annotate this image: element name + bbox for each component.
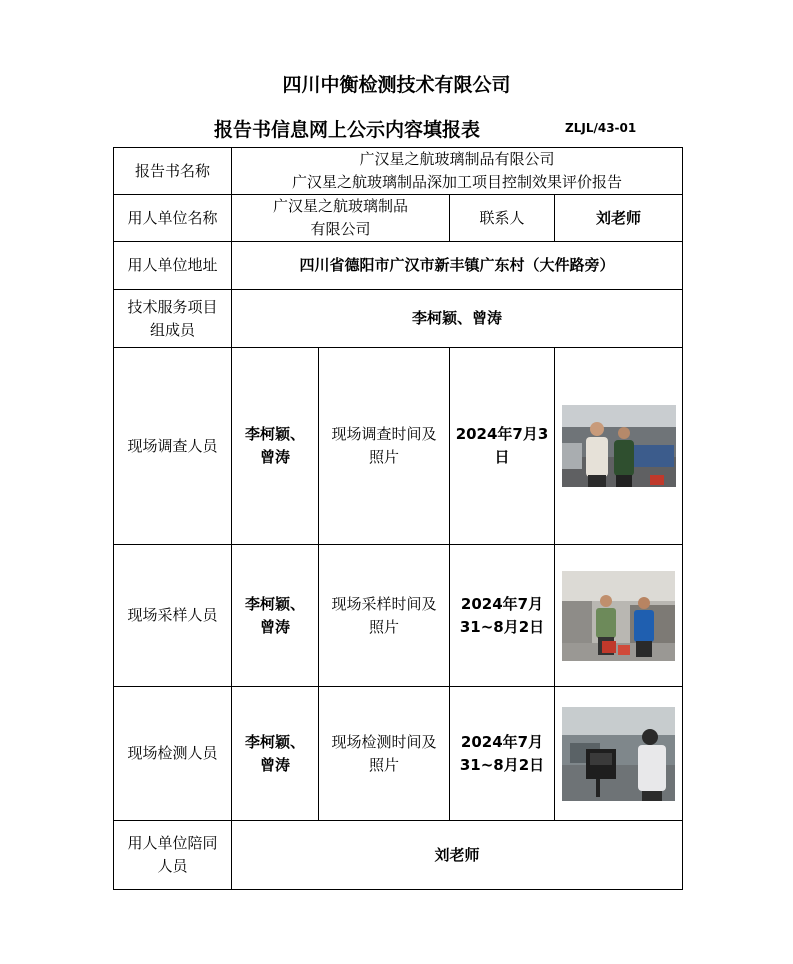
client-name-line1: 广汉星之航玻璃制品 xyxy=(272,197,408,215)
testing-photo xyxy=(562,707,675,801)
survey-date-line2: 日 xyxy=(494,448,510,466)
testing-date-line2: 31~8月2日 xyxy=(459,755,545,774)
form-title: 报告书信息网上公示内容填报表 xyxy=(214,119,481,141)
testing-date xyxy=(450,687,555,821)
survey-time-label xyxy=(319,348,450,545)
team-row xyxy=(114,290,683,348)
survey-people-line2: 曾涛 xyxy=(259,448,290,466)
team-label-line1: 技术服务项目 xyxy=(127,297,218,316)
contact-value: 刘老师 xyxy=(555,195,683,242)
escort-label-line2: 人员 xyxy=(157,857,188,875)
client-address-value: 四川省德阳市广汉市新丰镇广东村（大件路旁） xyxy=(232,242,683,290)
sampling-date xyxy=(450,545,555,687)
report-name-label: 报告书名称 xyxy=(114,148,232,195)
testing-row xyxy=(114,687,683,821)
client-address-label: 用人单位地址 xyxy=(114,242,232,290)
survey-row xyxy=(114,348,683,545)
sampling-time-label-line2: 照片 xyxy=(368,617,399,636)
company-name: 四川中衡检测技术有限公司 xyxy=(282,74,511,96)
survey-label: 现场调查人员 xyxy=(114,348,232,545)
report-name-value xyxy=(232,148,683,195)
sampling-people-line1: 李柯颖、 xyxy=(244,594,305,613)
escort-label xyxy=(114,821,232,890)
team-label xyxy=(114,290,232,348)
sampling-people xyxy=(232,545,319,687)
survey-date-line1: 2024年7月3 xyxy=(455,425,549,443)
survey-time-label-line1: 现场调查时间及 xyxy=(331,425,437,443)
testing-photo-cell xyxy=(555,687,683,821)
testing-people xyxy=(232,687,319,821)
testing-people-line2: 曾涛 xyxy=(259,755,290,774)
report-name-line2: 广汉星之航玻璃制品深加工项目控制效果评价报告 xyxy=(292,173,623,191)
escort-label-line1: 用人单位陪同 xyxy=(127,834,218,852)
sampling-time-label xyxy=(319,545,450,687)
info-form-table xyxy=(113,147,683,890)
report-name-row xyxy=(114,148,683,195)
report-name-line1: 广汉星之航玻璃制品有限公司 xyxy=(359,150,555,168)
client-name-row xyxy=(114,195,683,242)
form-code: ZLJL/43-01 xyxy=(565,121,637,135)
survey-people xyxy=(232,348,319,545)
client-name-label: 用人单位名称 xyxy=(114,195,232,242)
sampling-photo xyxy=(562,571,675,661)
sampling-label: 现场采样人员 xyxy=(114,545,232,687)
testing-time-label-line2: 照片 xyxy=(368,755,399,774)
survey-people-line1: 李柯颖、 xyxy=(244,425,305,443)
sampling-time-label-line1: 现场采样时间及 xyxy=(331,594,437,613)
sampling-date-line2: 31~8月2日 xyxy=(459,617,545,636)
team-value: 李柯颖、曾涛 xyxy=(232,290,683,348)
sampling-row xyxy=(114,545,683,687)
sampling-photo-cell xyxy=(555,545,683,687)
survey-time-label-line2: 照片 xyxy=(368,448,399,466)
client-name-value xyxy=(232,195,450,242)
sampling-date-line1: 2024年7月 xyxy=(460,594,544,613)
escort-value: 刘老师 xyxy=(232,821,683,890)
client-name-line2: 有限公司 xyxy=(310,220,371,238)
client-address-row xyxy=(114,242,683,290)
testing-date-line1: 2024年7月 xyxy=(460,732,544,751)
testing-time-label-line1: 现场检测时间及 xyxy=(331,732,437,751)
testing-people-line1: 李柯颖、 xyxy=(244,732,305,751)
testing-time-label xyxy=(319,687,450,821)
survey-photo xyxy=(562,405,676,487)
survey-date xyxy=(450,348,555,545)
survey-photo-cell xyxy=(555,348,683,545)
sampling-people-line2: 曾涛 xyxy=(259,617,290,636)
contact-label: 联系人 xyxy=(450,195,555,242)
team-label-line2: 组成员 xyxy=(149,320,195,339)
escort-row xyxy=(114,821,683,890)
testing-label: 现场检测人员 xyxy=(114,687,232,821)
